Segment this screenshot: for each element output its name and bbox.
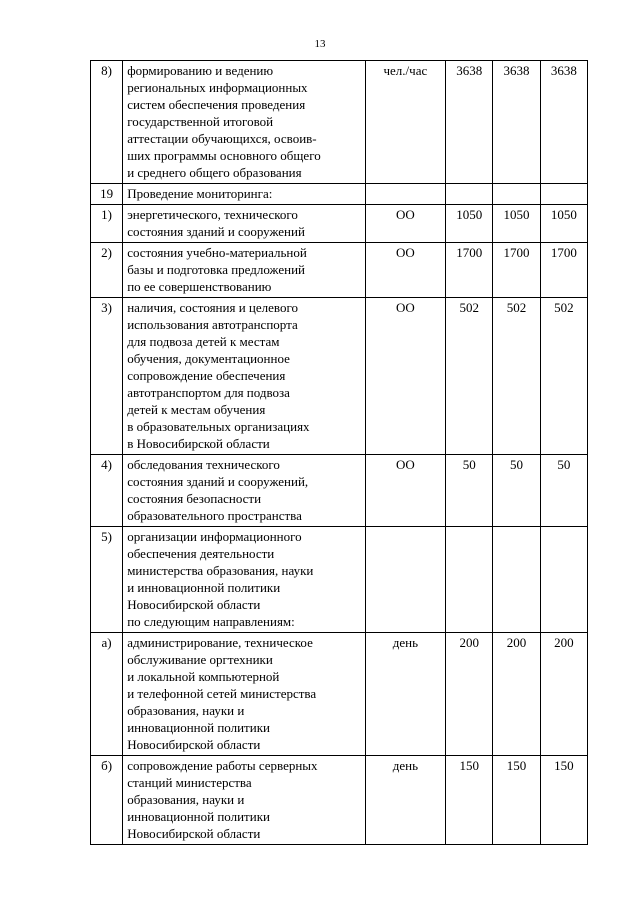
table-row — [91, 527, 588, 633]
row-value-3-cell — [540, 633, 587, 756]
row-value-1-cell — [446, 633, 493, 756]
row-unit-cell — [365, 205, 445, 243]
row-number: а) — [101, 635, 112, 650]
row-value-2-cell — [493, 633, 540, 756]
row-name-cell — [123, 61, 365, 184]
row-number-cell — [91, 205, 123, 243]
row-name: администрирование, техническое обслуживание оргтехники и локальной компьютерной и телефонной сетей министерства образования, науки и инновационной политики Новосибирской области — [127, 635, 317, 752]
row-unit: день — [392, 635, 419, 650]
row-number: б) — [101, 758, 113, 773]
row-unit-cell — [365, 633, 445, 756]
row-unit-cell — [365, 298, 445, 455]
row-value-2: 502 — [506, 300, 527, 315]
row-name-cell — [123, 298, 365, 455]
table-row — [91, 298, 588, 455]
row-name-cell — [123, 243, 365, 298]
row-value-1: 3638 — [456, 63, 483, 78]
row-name: организации информационного обеспечения деятельности министерства образования, науки и инновационной политики Новосибирской области по следующим направлениям: — [127, 529, 314, 629]
row-value-1: 1050 — [456, 207, 483, 222]
row-unit: ОО — [395, 245, 415, 260]
row-value-3-cell — [540, 756, 587, 845]
row-value-2: 3638 — [503, 63, 530, 78]
row-value-1: 502 — [459, 300, 480, 315]
row-value-3: 200 — [554, 635, 574, 650]
table-row — [91, 756, 588, 845]
row-value-3-cell — [540, 455, 587, 527]
row-value-2-cell — [493, 184, 540, 205]
row-unit: день — [392, 758, 419, 773]
row-number: 3) — [101, 300, 113, 315]
row-name-cell — [123, 184, 365, 205]
row-name: Проведение мониторинга: — [127, 186, 273, 201]
row-value-3-cell — [540, 205, 587, 243]
row-unit-cell — [365, 61, 445, 184]
row-value-1-cell — [446, 527, 493, 633]
row-number: 1) — [101, 207, 113, 222]
table-row — [91, 61, 588, 184]
row-value-3-cell — [540, 298, 587, 455]
row-name-cell — [123, 205, 365, 243]
row-unit: ОО — [395, 457, 415, 472]
row-number-cell — [91, 184, 123, 205]
row-name-cell — [123, 527, 365, 633]
row-value-3: 1050 — [550, 207, 577, 222]
row-name: энергетического, технического состояния зданий и сооружений — [127, 207, 305, 239]
row-number: 2) — [101, 245, 113, 260]
row-value-3: 150 — [554, 758, 574, 773]
row-number-cell — [91, 61, 123, 184]
row-unit-cell — [365, 527, 445, 633]
row-value-2-cell — [493, 298, 540, 455]
row-value-1-cell — [446, 756, 493, 845]
row-value-1-cell — [446, 243, 493, 298]
row-value-2-cell — [493, 756, 540, 845]
row-name-cell — [123, 633, 365, 756]
table-row — [91, 243, 588, 298]
row-value-2-cell — [493, 243, 540, 298]
row-value-2-cell — [493, 455, 540, 527]
row-value-3: 50 — [557, 457, 571, 472]
row-unit-cell — [365, 184, 445, 205]
row-number-cell — [91, 455, 123, 527]
row-value-2-cell — [493, 527, 540, 633]
row-value-2: 50 — [510, 457, 524, 472]
row-number: 5) — [101, 529, 113, 544]
row-unit: ОО — [395, 300, 415, 315]
row-value-1-cell — [446, 455, 493, 527]
row-value-2: 200 — [506, 635, 527, 650]
row-value-1-cell — [446, 298, 493, 455]
table-row — [91, 633, 588, 756]
row-name: обследования технического состояния зданий и сооружений, состояния безопасности образовательного пространства — [127, 457, 309, 523]
row-value-1: 200 — [459, 635, 480, 650]
row-unit: чел./час — [383, 63, 428, 78]
row-value-3-cell — [540, 527, 587, 633]
table-row — [91, 184, 588, 205]
row-name: наличия, состояния и целевого использования автотранспорта для подвоза детей к местам обучения, документационное сопровождение обеспечения автотранспортом для подвоза детей к местам обучения в образовательных организациях в Новосибирской области — [127, 300, 310, 451]
row-number: 8) — [101, 63, 113, 78]
row-value-2: 1700 — [503, 245, 530, 260]
row-value-1: 1700 — [456, 245, 483, 260]
row-value-3-cell — [540, 184, 587, 205]
row-number-cell — [91, 243, 123, 298]
row-name: сопровождение работы серверных станций министерства образования, науки и инновационной политики Новосибирской области — [127, 758, 318, 841]
row-value-2-cell — [493, 205, 540, 243]
row-name-cell — [123, 756, 365, 845]
row-unit: ОО — [395, 207, 415, 222]
row-value-3: 1700 — [550, 245, 577, 260]
page-number: 13 — [314, 38, 326, 50]
row-unit-cell — [365, 243, 445, 298]
row-value-1-cell — [446, 184, 493, 205]
row-value-2-cell — [493, 61, 540, 184]
table-row — [91, 455, 588, 527]
row-name: состояния учебно-материальной базы и подготовка предложений по ее совершенствованию — [127, 245, 307, 294]
row-value-3-cell — [540, 243, 587, 298]
row-value-1-cell — [446, 205, 493, 243]
row-unit-cell — [365, 455, 445, 527]
row-number-cell — [91, 527, 123, 633]
row-name: формированию и ведению региональных информационных систем обеспечения проведения государственной итоговой аттестации обучающихся, освоив- ших программы основного общего и среднего общего образования — [127, 63, 321, 180]
row-unit-cell — [365, 756, 445, 845]
row-value-3-cell — [540, 61, 587, 184]
row-value-2: 150 — [506, 758, 527, 773]
row-value-3: 3638 — [550, 63, 577, 78]
row-value-1: 150 — [459, 758, 480, 773]
row-number-cell — [91, 756, 123, 845]
row-number: 19 — [100, 186, 114, 201]
table-row — [91, 205, 588, 243]
row-name-cell — [123, 455, 365, 527]
row-number: 4) — [101, 457, 113, 472]
row-value-3: 502 — [554, 300, 574, 315]
services-table — [90, 60, 588, 845]
row-value-2: 1050 — [503, 207, 530, 222]
row-number-cell — [91, 633, 123, 756]
row-value-1: 50 — [462, 457, 476, 472]
row-number-cell — [91, 298, 123, 455]
row-value-1-cell — [446, 61, 493, 184]
